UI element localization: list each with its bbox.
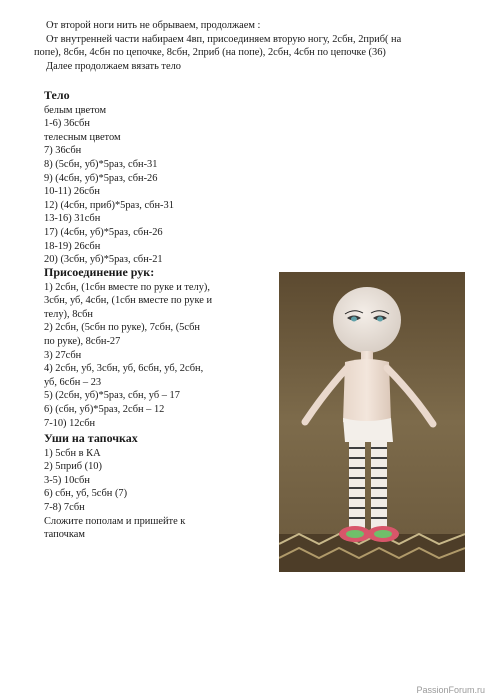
pattern-row: 4) 2сбн, уб, 3сбн, уб, 6сбн, уб, 2сбн,: [44, 363, 204, 375]
pattern-row: 6) сбн, уб, 5сбн (7): [44, 488, 128, 500]
section-title-body: Тело: [44, 88, 70, 102]
pattern-row: телесным цветом: [44, 131, 121, 143]
pattern-row: 8) (5сбн, уб)*5раз, сбн-31: [44, 158, 158, 170]
pattern-row: 18-19) 26сбн: [44, 240, 101, 252]
intro-line: Далее продолжаем вязать тело: [46, 60, 181, 72]
pattern-row: 6) (сбн, уб)*5раз, 2сбн – 12: [44, 403, 165, 415]
ears-section: [44, 432, 264, 542]
section-title-ears: Уши на тапочках: [44, 431, 138, 445]
pattern-row: Сложите пополам и пришейте к: [44, 515, 186, 527]
pattern-row: 12) (4сбн, приб)*5раз, сбн-31: [44, 199, 174, 211]
pattern-row: уб, 6сбн – 23: [44, 376, 102, 388]
section-title-hands: Присоединение рук:: [44, 265, 155, 279]
pattern-row: 3) 27сбн: [44, 349, 82, 361]
pattern-row: 3-5) 10сбн: [44, 474, 90, 486]
pattern-row: 7-10) 12сбн: [44, 417, 96, 429]
pattern-row: 1-6) 36сбн: [44, 118, 90, 130]
intro-paragraph: [34, 19, 474, 73]
pattern-row: 1) 5сбн в КА: [44, 447, 101, 459]
pattern-row: тапочкам: [44, 529, 85, 541]
pattern-row: 13-16) 31сбн: [44, 213, 101, 225]
watermark: PassionForum.ru: [416, 685, 485, 695]
pattern-row: 2) 2сбн, (5сбн по руке), 7сбн, (5сбн: [44, 322, 200, 334]
intro-line: От внутренней части набираем 4вп, присоединяем вторую ногу, 2сбн, 2приб( на: [46, 33, 402, 45]
doll-illustration: [279, 272, 465, 572]
pattern-row: 3сбн, уб, 4сбн, (1сбн вместе по руке и: [44, 295, 213, 307]
pattern-row: 1) 2сбн, (1сбн вместе по руке и телу),: [44, 281, 210, 293]
pattern-row: 7) 36сбн: [44, 145, 82, 157]
pattern-row: 9) (4сбн, уб)*5раз, сбн-26: [44, 172, 158, 184]
pattern-row: 7-8) 7сбн: [44, 501, 85, 513]
pattern-row: 10-11) 26сбн: [44, 186, 100, 198]
pattern-row: 17) (4сбн, уб)*5раз, сбн-26: [44, 226, 163, 238]
hands-section: [44, 266, 262, 430]
pattern-row: 20) (3сбн, уб)*5раз, сбн-21: [44, 254, 163, 266]
pattern-row: по руке), 8сбн-27: [44, 335, 121, 347]
pattern-row: белым цветом: [44, 104, 107, 116]
pattern-row: 5) (2сбн, уб)*5раз, сбн, уб – 17: [44, 390, 180, 402]
intro-line: От второй ноги нить не обрываем, продолжаем :: [46, 20, 261, 31]
pattern-row: 2) 5приб (10): [44, 461, 102, 473]
pattern-row: телу), 8сбн: [44, 308, 93, 320]
intro-line: попе), 8сбн, 4сбн по цепочке, 8сбн, 2приб (на попе), 2сбн, 4сбн по цепочке (36): [34, 47, 386, 59]
doll-photo: [279, 272, 465, 572]
body-section: [44, 89, 274, 267]
